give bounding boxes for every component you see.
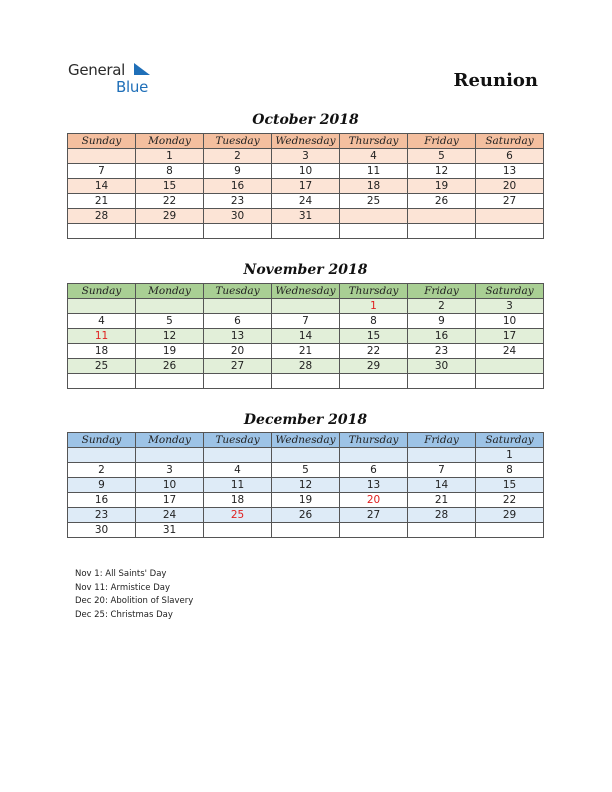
calendar-october	[67, 133, 544, 239]
month-title-december: December 2018	[243, 412, 368, 428]
logo-flag-icon	[134, 63, 152, 77]
day-cell: 12	[272, 478, 340, 493]
empty-day-cell	[340, 224, 408, 239]
day-cell: 6	[204, 314, 272, 329]
day-cell: 1	[340, 299, 408, 314]
empty-day-cell	[272, 224, 340, 239]
day-cell: 24	[136, 508, 204, 523]
empty-day-cell	[204, 224, 272, 239]
day-cell: 24	[272, 194, 340, 209]
day-cell: 7	[272, 314, 340, 329]
week-row	[68, 194, 544, 209]
week-row	[68, 344, 544, 359]
weekday-header: Wednesday	[272, 134, 340, 149]
day-cell: 27	[204, 359, 272, 374]
day-cell: 11	[68, 329, 136, 344]
day-cell: 2	[408, 299, 476, 314]
day-cell: 28	[408, 508, 476, 523]
weekday-header: Saturday	[476, 134, 544, 149]
day-cell: 23	[408, 344, 476, 359]
week-row	[68, 224, 544, 239]
day-cell: 13	[204, 329, 272, 344]
day-cell: 10	[476, 314, 544, 329]
day-cell: 5	[408, 149, 476, 164]
day-cell: 28	[272, 359, 340, 374]
day-cell: 5	[136, 314, 204, 329]
day-cell: 22	[340, 344, 408, 359]
day-cell: 3	[476, 299, 544, 314]
empty-day-cell	[476, 224, 544, 239]
weekday-header: Friday	[408, 134, 476, 149]
day-cell: 7	[408, 463, 476, 478]
weekday-header: Sunday	[68, 433, 136, 448]
weekday-header-row	[68, 284, 544, 299]
day-cell: 3	[272, 149, 340, 164]
empty-day-cell	[272, 374, 340, 389]
empty-day-cell	[408, 523, 476, 538]
empty-day-cell	[204, 374, 272, 389]
calendar-december	[67, 432, 544, 538]
day-cell: 1	[476, 448, 544, 463]
month-title-october: October 2018	[252, 112, 359, 128]
day-cell: 12	[136, 329, 204, 344]
empty-day-cell	[204, 523, 272, 538]
holiday-note: Nov 11: Armistice Day	[75, 582, 170, 593]
day-cell: 23	[68, 508, 136, 523]
empty-day-cell	[340, 374, 408, 389]
empty-day-cell	[136, 448, 204, 463]
weekday-header: Wednesday	[272, 284, 340, 299]
empty-day-cell	[476, 209, 544, 224]
day-cell: 23	[204, 194, 272, 209]
empty-day-cell	[68, 149, 136, 164]
day-cell: 25	[204, 508, 272, 523]
empty-day-cell	[408, 448, 476, 463]
day-cell: 22	[136, 194, 204, 209]
day-cell: 29	[136, 209, 204, 224]
day-cell: 9	[204, 164, 272, 179]
day-cell: 4	[68, 314, 136, 329]
region-title: Reunion	[453, 70, 538, 91]
weekday-header: Saturday	[476, 284, 544, 299]
day-cell: 16	[408, 329, 476, 344]
day-cell: 8	[476, 463, 544, 478]
day-cell: 5	[272, 463, 340, 478]
weekday-header: Monday	[136, 433, 204, 448]
holiday-note: Dec 20: Abolition of Slavery	[75, 596, 194, 606]
day-cell: 30	[408, 359, 476, 374]
empty-day-cell	[408, 224, 476, 239]
week-row	[68, 463, 544, 478]
weekday-header-row	[68, 433, 544, 448]
empty-day-cell	[272, 448, 340, 463]
day-cell: 19	[408, 179, 476, 194]
day-cell: 29	[340, 359, 408, 374]
week-row	[68, 493, 544, 508]
weekday-header: Monday	[136, 284, 204, 299]
empty-day-cell	[340, 209, 408, 224]
empty-day-cell	[136, 299, 204, 314]
day-cell: 21	[68, 194, 136, 209]
week-row	[68, 179, 544, 194]
empty-day-cell	[68, 299, 136, 314]
calendar-november	[67, 283, 544, 389]
day-cell: 11	[340, 164, 408, 179]
day-cell: 12	[408, 164, 476, 179]
day-cell: 18	[68, 344, 136, 359]
day-cell: 26	[136, 359, 204, 374]
empty-day-cell	[272, 523, 340, 538]
empty-day-cell	[204, 299, 272, 314]
weekday-header: Thursday	[340, 284, 408, 299]
holiday-note: Dec 25: Christmas Day	[75, 609, 173, 620]
day-cell: 17	[136, 493, 204, 508]
day-cell: 4	[204, 463, 272, 478]
empty-day-cell	[68, 448, 136, 463]
empty-day-cell	[476, 523, 544, 538]
weekday-header: Friday	[408, 284, 476, 299]
day-cell: 21	[272, 344, 340, 359]
day-cell: 20	[204, 344, 272, 359]
day-cell: 16	[204, 179, 272, 194]
day-cell: 31	[272, 209, 340, 224]
day-cell: 20	[476, 179, 544, 194]
day-cell: 30	[204, 209, 272, 224]
empty-day-cell	[136, 374, 204, 389]
day-cell: 7	[68, 164, 136, 179]
weekday-header: Sunday	[68, 284, 136, 299]
day-cell: 24	[476, 344, 544, 359]
day-cell: 6	[476, 149, 544, 164]
day-cell: 10	[136, 478, 204, 493]
empty-day-cell	[476, 359, 544, 374]
week-row	[68, 523, 544, 538]
day-cell: 3	[136, 463, 204, 478]
day-cell: 14	[272, 329, 340, 344]
day-cell: 2	[68, 463, 136, 478]
day-cell: 25	[340, 194, 408, 209]
day-cell: 22	[476, 493, 544, 508]
empty-day-cell	[408, 209, 476, 224]
weekday-header-row	[68, 134, 544, 149]
weekday-header: Tuesday	[204, 134, 272, 149]
week-row	[68, 359, 544, 374]
weekday-header: Tuesday	[204, 284, 272, 299]
day-cell: 13	[340, 478, 408, 493]
empty-day-cell	[340, 523, 408, 538]
day-cell: 26	[408, 194, 476, 209]
week-row	[68, 314, 544, 329]
week-row	[68, 448, 544, 463]
day-cell: 8	[136, 164, 204, 179]
day-cell: 1	[136, 149, 204, 164]
weekday-header: Monday	[136, 134, 204, 149]
day-cell: 8	[340, 314, 408, 329]
day-cell: 27	[340, 508, 408, 523]
logo	[68, 61, 168, 97]
day-cell: 2	[204, 149, 272, 164]
logo-text-blue: Blue	[116, 78, 148, 96]
weekday-header: Thursday	[340, 134, 408, 149]
empty-day-cell	[136, 224, 204, 239]
week-row	[68, 508, 544, 523]
logo-text-general: General	[68, 61, 126, 79]
empty-day-cell	[204, 448, 272, 463]
day-cell: 20	[340, 493, 408, 508]
day-cell: 9	[68, 478, 136, 493]
month-title-november: November 2018	[243, 262, 368, 278]
day-cell: 10	[272, 164, 340, 179]
week-row	[68, 299, 544, 314]
week-row	[68, 149, 544, 164]
day-cell: 18	[340, 179, 408, 194]
weekday-header: Wednesday	[272, 433, 340, 448]
day-cell: 27	[476, 194, 544, 209]
holiday-notes	[75, 568, 193, 622]
day-cell: 15	[340, 329, 408, 344]
empty-day-cell	[408, 374, 476, 389]
day-cell: 18	[204, 493, 272, 508]
empty-day-cell	[68, 374, 136, 389]
empty-day-cell	[68, 224, 136, 239]
weekday-header: Friday	[408, 433, 476, 448]
day-cell: 26	[272, 508, 340, 523]
week-row	[68, 374, 544, 389]
weekday-header: Saturday	[476, 433, 544, 448]
weekday-header: Sunday	[68, 134, 136, 149]
day-cell: 31	[136, 523, 204, 538]
day-cell: 14	[68, 179, 136, 194]
day-cell: 19	[272, 493, 340, 508]
day-cell: 15	[476, 478, 544, 493]
day-cell: 16	[68, 493, 136, 508]
day-cell: 21	[408, 493, 476, 508]
day-cell: 15	[136, 179, 204, 194]
day-cell: 25	[68, 359, 136, 374]
weekday-header: Tuesday	[204, 433, 272, 448]
day-cell: 11	[204, 478, 272, 493]
week-row	[68, 329, 544, 344]
week-row	[68, 209, 544, 224]
day-cell: 14	[408, 478, 476, 493]
day-cell: 17	[476, 329, 544, 344]
holiday-note: Nov 1: All Saints' Day	[75, 569, 167, 579]
day-cell: 6	[340, 463, 408, 478]
day-cell: 28	[68, 209, 136, 224]
week-row	[68, 164, 544, 179]
empty-day-cell	[476, 374, 544, 389]
day-cell: 4	[340, 149, 408, 164]
week-row	[68, 478, 544, 493]
empty-day-cell	[340, 448, 408, 463]
day-cell: 19	[136, 344, 204, 359]
empty-day-cell	[272, 299, 340, 314]
day-cell: 30	[68, 523, 136, 538]
weekday-header: Thursday	[340, 433, 408, 448]
day-cell: 13	[476, 164, 544, 179]
day-cell: 9	[408, 314, 476, 329]
day-cell: 17	[272, 179, 340, 194]
day-cell: 29	[476, 508, 544, 523]
